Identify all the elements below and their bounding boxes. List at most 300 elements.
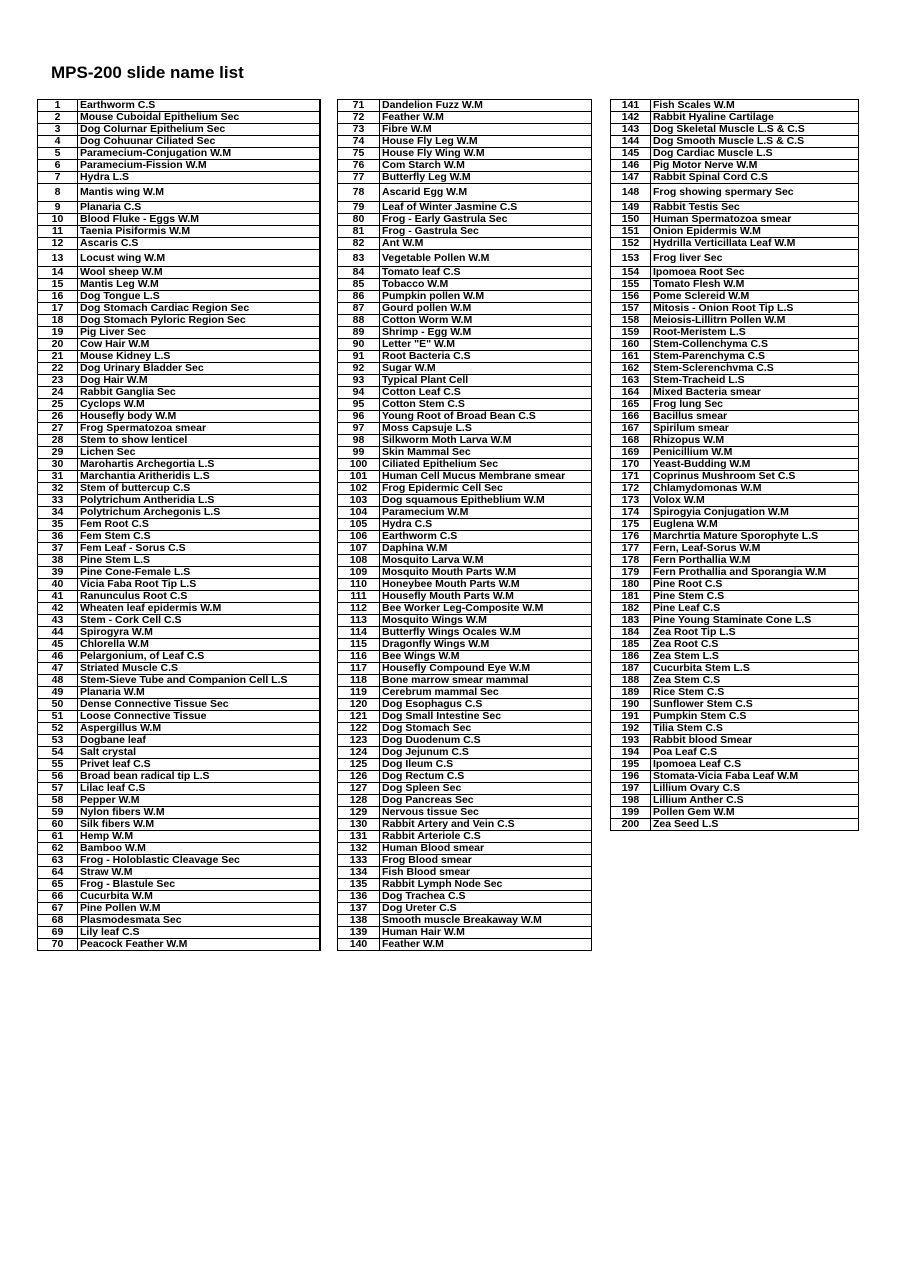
slide-row <box>38 867 320 879</box>
slide-row <box>338 591 592 603</box>
slide-name: Salt crystal <box>78 747 320 759</box>
slide-name: Dog Hair W.M <box>78 375 320 387</box>
slide-row <box>338 627 592 639</box>
slide-name: Frog - Holoblastic Cleavage Sec <box>78 855 320 867</box>
slide-name: Fibre W.M <box>380 124 592 136</box>
slide-number: 64 <box>38 867 78 879</box>
slide-name: Human Hair W.M <box>380 927 592 939</box>
slide-name: Butterfly Leg W.M <box>380 172 592 184</box>
slide-row <box>338 603 592 615</box>
slide-row <box>338 148 592 160</box>
slide-row <box>338 783 592 795</box>
slide-name: Wheaten leaf epidermis W.M <box>78 603 320 615</box>
slide-name: Polytrichum Antheridia L.S <box>78 495 320 507</box>
slide-name: Dandelion Fuzz W.M <box>380 100 592 112</box>
slide-number: 105 <box>338 519 380 531</box>
slide-name: Lilac leaf C.S <box>78 783 320 795</box>
slide-name: Stem-Sieve Tube and Companion Cell L.S <box>78 675 320 687</box>
slide-name: Mosquito Mouth Parts W.M <box>380 567 592 579</box>
slide-number: 59 <box>38 807 78 819</box>
slide-name: Ipomoea Leaf C.S <box>651 759 859 771</box>
slide-number: 123 <box>338 735 380 747</box>
slide-row <box>611 363 859 375</box>
slide-name: Bamboo W.M <box>78 843 320 855</box>
slide-row <box>38 124 320 136</box>
slide-row <box>338 555 592 567</box>
slide-row <box>38 303 320 315</box>
slide-list-column-3 <box>610 99 859 831</box>
slide-number: 136 <box>338 891 380 903</box>
slide-name: Stem-Parenchyma C.S <box>651 351 859 363</box>
slide-row <box>338 519 592 531</box>
slide-name: Pine Young Staminate Cone L.S <box>651 615 859 627</box>
slide-number: 81 <box>338 226 380 238</box>
slide-name: Poa Leaf C.S <box>651 747 859 759</box>
slide-row <box>38 507 320 519</box>
slide-row <box>38 327 320 339</box>
slide-number: 7 <box>38 172 78 184</box>
slide-row <box>338 471 592 483</box>
slide-number: 126 <box>338 771 380 783</box>
slide-name: Human Blood smear <box>380 843 592 855</box>
slide-number: 155 <box>611 279 651 291</box>
slide-name: Lily leaf C.S <box>78 927 320 939</box>
slide-row <box>38 202 320 214</box>
slide-number: 181 <box>611 591 651 603</box>
slide-number: 14 <box>38 267 78 279</box>
slide-row <box>338 639 592 651</box>
slide-number: 101 <box>338 471 380 483</box>
slide-row <box>38 447 320 459</box>
slide-number: 168 <box>611 435 651 447</box>
slide-name: Dog Ureter C.S <box>380 903 592 915</box>
slide-name: Dog Smooth Muscle L.S & C.S <box>651 136 859 148</box>
slide-number: 142 <box>611 112 651 124</box>
slide-name: Onion Epidermis W.M <box>651 226 859 238</box>
slide-number: 92 <box>338 363 380 375</box>
slide-row <box>611 214 859 226</box>
slide-number: 84 <box>338 267 380 279</box>
slide-number: 108 <box>338 555 380 567</box>
slide-name: Lillium Ovary C.S <box>651 783 859 795</box>
slide-name: Dog Rectum C.S <box>380 771 592 783</box>
slide-row <box>338 483 592 495</box>
slide-row <box>611 699 859 711</box>
slide-number: 171 <box>611 471 651 483</box>
slide-name: Rabbit Ganglia Sec <box>78 387 320 399</box>
slide-number: 83 <box>338 250 380 267</box>
slide-name: Honeybee Mouth Parts W.M <box>380 579 592 591</box>
slide-number: 27 <box>38 423 78 435</box>
slide-row <box>38 250 320 267</box>
slide-row <box>611 375 859 387</box>
slide-row <box>611 735 859 747</box>
slide-row <box>338 735 592 747</box>
slide-name: Cerebrum mammal Sec <box>380 687 592 699</box>
slide-name: Zea Root Tip L.S <box>651 627 859 639</box>
slide-name: Dog Esophagus C.S <box>380 699 592 711</box>
slide-list-column-2 <box>337 99 592 951</box>
slide-name: Rabbit Testis Sec <box>651 202 859 214</box>
slide-row <box>611 819 859 831</box>
slide-row <box>611 795 859 807</box>
slide-number: 176 <box>611 531 651 543</box>
slide-name: Pine Cone-Female L.S <box>78 567 320 579</box>
column-separator-1 <box>320 99 338 951</box>
slide-row <box>338 843 592 855</box>
slide-row <box>611 747 859 759</box>
slide-number: 159 <box>611 327 651 339</box>
slide-number: 75 <box>338 148 380 160</box>
slide-name: Leaf of Winter Jasmine C.S <box>380 202 592 214</box>
slide-number: 31 <box>38 471 78 483</box>
slide-number: 95 <box>338 399 380 411</box>
slide-row <box>611 100 859 112</box>
slide-number: 50 <box>38 699 78 711</box>
slide-name: Root Bacteria C.S <box>380 351 592 363</box>
slide-name: Butterfly Wings Ocales W.M <box>380 627 592 639</box>
slide-row <box>38 615 320 627</box>
slide-row <box>38 267 320 279</box>
slide-number: 9 <box>38 202 78 214</box>
slide-name: Penicillium W.M <box>651 447 859 459</box>
slide-row <box>38 411 320 423</box>
slide-name: Spirogyia Conjugation W.M <box>651 507 859 519</box>
slide-row <box>611 303 859 315</box>
slide-row <box>38 771 320 783</box>
slide-row <box>38 148 320 160</box>
slide-number: 133 <box>338 855 380 867</box>
slide-number: 178 <box>611 555 651 567</box>
slide-name: Dogbane leaf <box>78 735 320 747</box>
slide-number: 89 <box>338 327 380 339</box>
slide-row <box>338 291 592 303</box>
slide-row <box>38 291 320 303</box>
slide-row <box>611 711 859 723</box>
slide-name: Fish Blood smear <box>380 867 592 879</box>
slide-number: 30 <box>38 459 78 471</box>
slide-row <box>38 735 320 747</box>
slide-number: 28 <box>38 435 78 447</box>
slide-number: 110 <box>338 579 380 591</box>
slide-name: Zea Stem C.S <box>651 675 859 687</box>
slide-number: 150 <box>611 214 651 226</box>
slide-name: Lichen Sec <box>78 447 320 459</box>
slide-row <box>611 315 859 327</box>
slide-row <box>611 531 859 543</box>
slide-number: 15 <box>38 279 78 291</box>
slide-row <box>338 819 592 831</box>
slide-name: Yeast-Budding W.M <box>651 459 859 471</box>
slide-row <box>338 267 592 279</box>
slide-number: 113 <box>338 615 380 627</box>
slide-name: Dog Pancreas Sec <box>380 795 592 807</box>
slide-row <box>611 507 859 519</box>
slide-number: 114 <box>338 627 380 639</box>
slide-name: Dog Ileum C.S <box>380 759 592 771</box>
slide-row <box>38 687 320 699</box>
slide-number: 42 <box>38 603 78 615</box>
slide-number: 90 <box>338 339 380 351</box>
slide-row <box>338 387 592 399</box>
slide-name: Stem - Cork Cell C.S <box>78 615 320 627</box>
slide-name: Loose Connective Tissue <box>78 711 320 723</box>
slide-name: Mantis Leg W.M <box>78 279 320 291</box>
slide-row <box>38 903 320 915</box>
slide-row <box>611 112 859 124</box>
slide-number: 77 <box>338 172 380 184</box>
slide-row <box>611 399 859 411</box>
slide-name: Mixed Bacteria smear <box>651 387 859 399</box>
slide-number: 120 <box>338 699 380 711</box>
slide-row <box>338 303 592 315</box>
slide-name: Coprinus Mushroom Set C.S <box>651 471 859 483</box>
slide-name: Taenia Pisiformis W.M <box>78 226 320 238</box>
slide-name: Pig Liver Sec <box>78 327 320 339</box>
slide-row <box>338 615 592 627</box>
slide-name: Pig Motor Nerve W.M <box>651 160 859 172</box>
slide-number: 140 <box>338 939 380 951</box>
slide-row <box>611 675 859 687</box>
slide-number: 54 <box>38 747 78 759</box>
slide-row <box>38 651 320 663</box>
slide-name: Cow Hair W.M <box>78 339 320 351</box>
slide-name: Lillium Anther C.S <box>651 795 859 807</box>
slide-row <box>38 423 320 435</box>
page-title: MPS-200 slide name list <box>51 63 244 82</box>
slide-row <box>38 172 320 184</box>
slide-name: Dog Duodenum C.S <box>380 735 592 747</box>
slide-name: Mosquito Larva W.M <box>380 555 592 567</box>
slide-name: Dense Connective Tissue Sec <box>78 699 320 711</box>
slide-row <box>38 567 320 579</box>
slide-number: 17 <box>38 303 78 315</box>
slide-name: Blood Fluke - Eggs W.M <box>78 214 320 226</box>
slide-number: 139 <box>338 927 380 939</box>
slide-name: Cucurbita Stem L.S <box>651 663 859 675</box>
slide-row <box>611 226 859 238</box>
slide-number: 103 <box>338 495 380 507</box>
slide-row <box>338 675 592 687</box>
slide-row <box>611 411 859 423</box>
slide-name: Rabbit blood Smear <box>651 735 859 747</box>
slide-name: Nervous tissue Sec <box>380 807 592 819</box>
slide-row <box>38 279 320 291</box>
slide-row <box>338 891 592 903</box>
slide-row <box>38 315 320 327</box>
slide-row <box>611 267 859 279</box>
slide-number: 138 <box>338 915 380 927</box>
slide-number: 197 <box>611 783 651 795</box>
slide-name: Young Root of Broad Bean C.S <box>380 411 592 423</box>
slide-number: 94 <box>338 387 380 399</box>
slide-name: Stomata-Vicia Faba Leaf W.M <box>651 771 859 783</box>
slide-row <box>338 411 592 423</box>
slide-number: 165 <box>611 399 651 411</box>
slide-number: 91 <box>338 351 380 363</box>
slide-number: 69 <box>38 927 78 939</box>
slide-row <box>338 339 592 351</box>
slide-name: Bone marrow smear mammal <box>380 675 592 687</box>
slide-name: Pepper W.M <box>78 795 320 807</box>
slide-row <box>38 795 320 807</box>
slide-name: Human Spermatozoa smear <box>651 214 859 226</box>
slide-name: Hydra L.S <box>78 172 320 184</box>
slide-name: Dog Cardiac Muscle L.S <box>651 148 859 160</box>
slide-number: 183 <box>611 615 651 627</box>
slide-row <box>611 291 859 303</box>
slide-name: Pine Pollen W.M <box>78 903 320 915</box>
slide-row <box>38 226 320 238</box>
slide-number: 71 <box>338 100 380 112</box>
slide-name: Dog squamous Epitheblium W.M <box>380 495 592 507</box>
slide-number: 86 <box>338 291 380 303</box>
slide-row <box>38 759 320 771</box>
slide-number: 16 <box>38 291 78 303</box>
slide-number: 68 <box>38 915 78 927</box>
slide-row <box>611 148 859 160</box>
slide-number: 128 <box>338 795 380 807</box>
slide-name: Stem-Collenchyma C.S <box>651 339 859 351</box>
slide-number: 189 <box>611 687 651 699</box>
slide-number: 106 <box>338 531 380 543</box>
slide-number: 6 <box>38 160 78 172</box>
slide-number: 74 <box>338 136 380 148</box>
slide-row <box>38 495 320 507</box>
slide-row <box>38 136 320 148</box>
slide-row <box>611 567 859 579</box>
slide-number: 67 <box>38 903 78 915</box>
slide-number: 169 <box>611 447 651 459</box>
slide-name: Dog Stomach Pyloric Region Sec <box>78 315 320 327</box>
slide-name: Paramecium W.M <box>380 507 592 519</box>
slide-number: 186 <box>611 651 651 663</box>
slide-number: 78 <box>338 184 380 202</box>
slide-name: Pumpkin Stem C.S <box>651 711 859 723</box>
slide-number: 40 <box>38 579 78 591</box>
slide-row <box>38 112 320 124</box>
slide-number: 98 <box>338 435 380 447</box>
slide-row <box>338 723 592 735</box>
slide-name: Com Starch W.M <box>380 160 592 172</box>
slide-name: Frog lung Sec <box>651 399 859 411</box>
slide-name: Fern, Leaf-Sorus W.M <box>651 543 859 555</box>
slide-name: Dog Jejunum C.S <box>380 747 592 759</box>
slide-number: 137 <box>338 903 380 915</box>
slide-name: Human Cell Mucus Membrane smear <box>380 471 592 483</box>
slide-row <box>611 591 859 603</box>
slide-number: 122 <box>338 723 380 735</box>
slide-number: 192 <box>611 723 651 735</box>
slide-number: 56 <box>38 771 78 783</box>
slide-number: 73 <box>338 124 380 136</box>
slide-number: 96 <box>338 411 380 423</box>
slide-row <box>338 795 592 807</box>
slide-row <box>338 160 592 172</box>
slide-number: 51 <box>38 711 78 723</box>
slide-name: Hydra C.S <box>380 519 592 531</box>
slide-number: 124 <box>338 747 380 759</box>
slide-name: Volox W.M <box>651 495 859 507</box>
slide-number: 145 <box>611 148 651 160</box>
slide-row <box>611 471 859 483</box>
slide-row <box>611 759 859 771</box>
slide-number: 21 <box>38 351 78 363</box>
slide-number: 200 <box>611 819 651 831</box>
slide-number: 135 <box>338 879 380 891</box>
slide-row <box>38 579 320 591</box>
slide-number: 104 <box>338 507 380 519</box>
slide-name: Fem Stem C.S <box>78 531 320 543</box>
slide-name: Rice Stem C.S <box>651 687 859 699</box>
slide-number: 180 <box>611 579 651 591</box>
slide-row <box>338 100 592 112</box>
slide-row <box>338 879 592 891</box>
slide-name: Earthworm C.S <box>380 531 592 543</box>
slide-name: Meiosis-Lillitrn Pollen W.M <box>651 315 859 327</box>
slide-number: 39 <box>38 567 78 579</box>
slide-number: 2 <box>38 112 78 124</box>
slide-name: Stem to show lenticel <box>78 435 320 447</box>
slide-name: Feather W.M <box>380 112 592 124</box>
slide-name: Peacock Feather W.M <box>78 939 320 951</box>
slide-number: 100 <box>338 459 380 471</box>
slide-row <box>611 543 859 555</box>
slide-number: 26 <box>38 411 78 423</box>
slide-name: Tomato Flesh W.M <box>651 279 859 291</box>
slide-name: Vicia Faba Root Tip L.S <box>78 579 320 591</box>
slide-name: Striated Muscle C.S <box>78 663 320 675</box>
slide-name: Fern Porthallia W.M <box>651 555 859 567</box>
slide-number: 63 <box>38 855 78 867</box>
slide-number: 111 <box>338 591 380 603</box>
slide-row <box>38 591 320 603</box>
slide-number: 127 <box>338 783 380 795</box>
slide-number: 112 <box>338 603 380 615</box>
slide-number: 195 <box>611 759 651 771</box>
slide-row <box>338 214 592 226</box>
slide-row <box>338 238 592 250</box>
slide-row <box>338 226 592 238</box>
slide-name: Sunflower Stem C.S <box>651 699 859 711</box>
slide-name: Aspergillus W.M <box>78 723 320 735</box>
slide-number: 162 <box>611 363 651 375</box>
slide-row <box>38 783 320 795</box>
slide-name: Ipomoea Root Sec <box>651 267 859 279</box>
slide-number: 179 <box>611 567 651 579</box>
slide-number: 97 <box>338 423 380 435</box>
slide-name: Root-Meristem L.S <box>651 327 859 339</box>
slide-number: 13 <box>38 250 78 267</box>
slide-number: 72 <box>338 112 380 124</box>
slide-row <box>338 771 592 783</box>
slide-name: Smooth muscle Breakaway W.M <box>380 915 592 927</box>
slide-name: Mouse Kidney L.S <box>78 351 320 363</box>
slide-row <box>338 651 592 663</box>
slide-name: Dog Tongue L.S <box>78 291 320 303</box>
slide-name: Rabbit Spinal Cord C.S <box>651 172 859 184</box>
slide-name: Daphina W.M <box>380 543 592 555</box>
slide-name: Dog Small Intestine Sec <box>380 711 592 723</box>
slide-name: Zea Seed L.S <box>651 819 859 831</box>
slide-row <box>38 663 320 675</box>
slide-name: Rabbit Artery and Vein C.S <box>380 819 592 831</box>
slide-name: Dog Skeletal Muscle L.S & C.S <box>651 124 859 136</box>
slide-row <box>38 939 320 951</box>
slide-number: 144 <box>611 136 651 148</box>
slide-name: Pelargonium, of Leaf C.S <box>78 651 320 663</box>
slide-number: 185 <box>611 639 651 651</box>
